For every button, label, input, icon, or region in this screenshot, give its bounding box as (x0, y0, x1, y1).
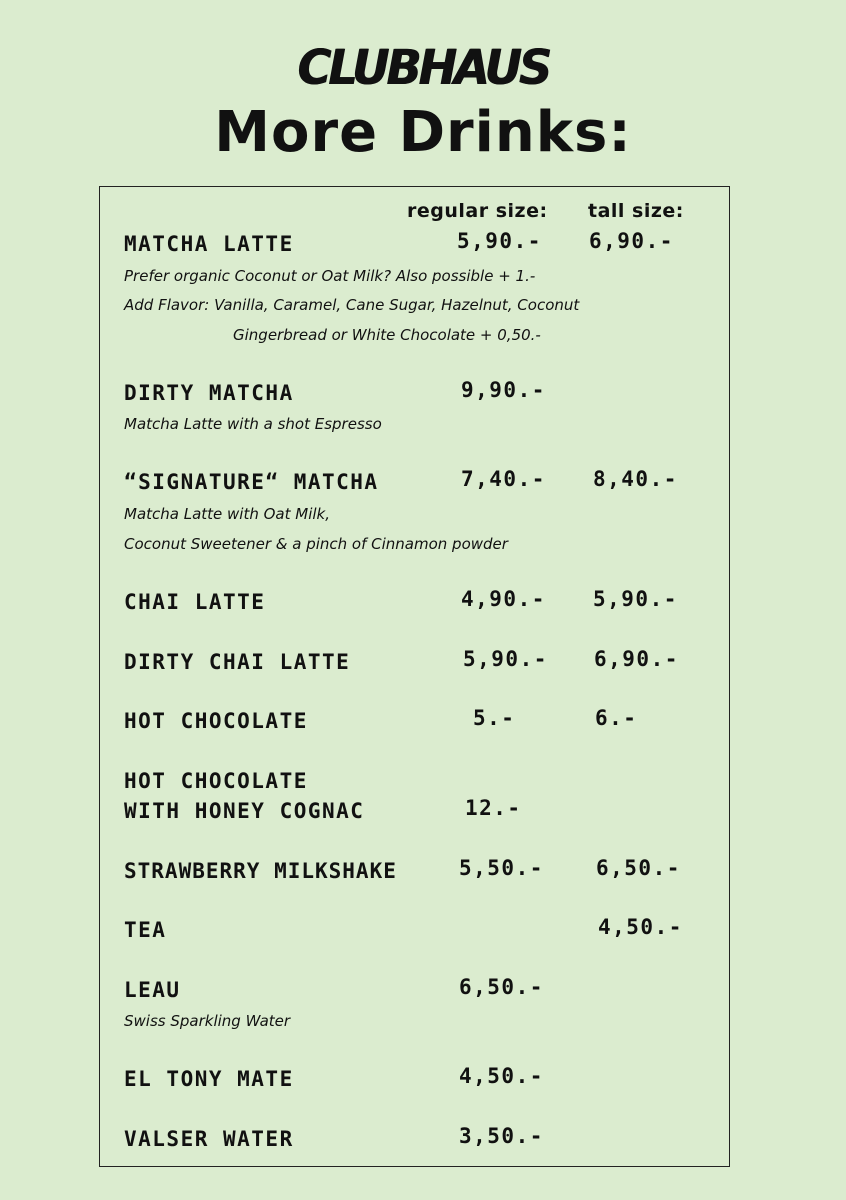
item-name: TEA (124, 918, 167, 942)
item-description: Gingerbread or White Chocolate + 0,50.- (233, 326, 541, 344)
item-name: DIRTY CHAI LATTE (124, 650, 351, 674)
page-title: More Drinks: (214, 100, 632, 165)
price-regular: 12.- (465, 796, 522, 820)
item-description: Matcha Latte with Oat Milk, (124, 505, 331, 523)
price-tall: 6,90.- (589, 229, 674, 253)
price-tall: 5,90.- (593, 587, 678, 611)
item-description: Matcha Latte with a shot Espresso (124, 415, 382, 433)
price-tall: 4,50.- (598, 915, 683, 939)
price-regular: 3,50.- (459, 1124, 544, 1148)
item-name: LEAU (124, 978, 181, 1002)
price-regular: 6,50.- (459, 975, 544, 999)
price-regular: 4,50.- (459, 1064, 544, 1088)
item-name: HOT CHOCOLATE (124, 709, 308, 733)
price-tall: 6,90.- (594, 647, 679, 671)
price-regular: 5.- (473, 706, 516, 730)
price-tall: 8,40.- (593, 467, 678, 491)
price-regular: 5,50.- (459, 856, 544, 880)
item-name: STRAWBERRY MILKSHAKE (124, 859, 397, 883)
regular-size-header: regular size: (407, 200, 548, 222)
price-regular: 4,90.- (461, 587, 546, 611)
item-name: MATCHA LATTE (124, 232, 294, 256)
item-name: EL TONY MATE (124, 1067, 294, 1091)
item-description: Swiss Sparkling Water (124, 1012, 291, 1030)
price-regular: 5,90.- (463, 647, 548, 671)
item-name: “SIGNATURE“ MATCHA (124, 470, 379, 494)
item-description: Coconut Sweetener & a pinch of Cinnamon powder (124, 535, 508, 553)
price-tall: 6.- (595, 706, 638, 730)
price-regular: 7,40.- (461, 467, 546, 491)
price-regular: 5,90.- (457, 229, 542, 253)
item-name: CHAI LATTE (124, 590, 266, 614)
tall-size-header: tall size: (588, 200, 684, 222)
item-name: VALSER WATER (124, 1127, 294, 1151)
item-description: Add Flavor: Vanilla, Caramel, Cane Sugar, Hazelnut, Coconut (124, 296, 580, 314)
item-name: WITH HONEY COGNAC (124, 799, 365, 823)
item-name: DIRTY MATCHA (124, 381, 294, 405)
price-regular: 9,90.- (461, 378, 546, 402)
logo: CLUBHAUS (297, 38, 549, 96)
item-name: HOT CHOCOLATE (124, 769, 308, 793)
price-tall: 6,50.- (596, 856, 681, 880)
item-description: Prefer organic Coconut or Oat Milk? Also possible + 1.- (124, 267, 536, 285)
